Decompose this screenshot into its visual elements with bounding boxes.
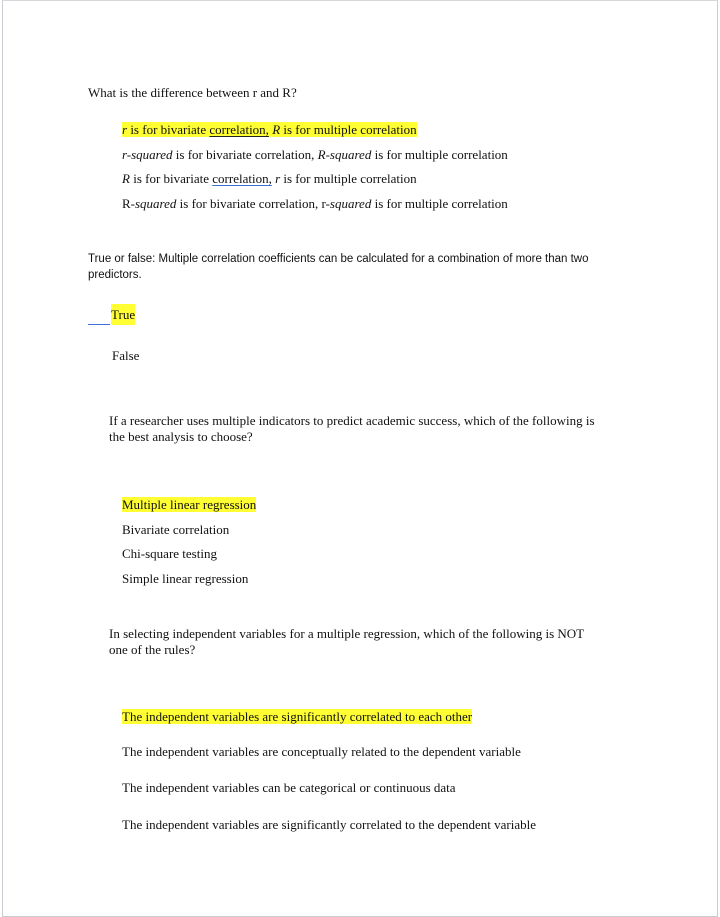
q4-option-4[interactable]: The independent variables are significantly correlated to the dependent variable (122, 817, 537, 832)
document-page (2, 0, 718, 917)
q3-option-3[interactable]: Chi-square testing (122, 546, 217, 561)
q2-option-false[interactable]: False (112, 348, 140, 363)
q1-option-4[interactable]: R-squared is for bivariate correlation, r-squared is for multiple correlation (122, 196, 508, 211)
q4-option-3[interactable]: The independent variables can be categorical or continuous data (122, 780, 456, 795)
q3-question-line2: the best analysis to choose? (109, 429, 253, 444)
q1-option-2[interactable]: r-squared is for bivariate correlation, R-squared is for multiple correlation (122, 147, 508, 162)
q4-question-line1: In selecting independent variables for a multiple regression, which of the following is NOT (109, 626, 585, 641)
q2-question-line1: True or false: Multiple correlation coefficients can be calculated for a combination of more than two (88, 253, 589, 265)
q1-option-1[interactable]: r is for bivariate correlation, R is for multiple correlation (122, 122, 417, 137)
q4-question-line2: one of the rules? (109, 642, 196, 657)
q1-option-3[interactable]: R is for bivariate correlation, r is for multiple correlation (122, 171, 417, 186)
q1-question: What is the difference between r and R? (88, 85, 297, 100)
answer-blank (88, 312, 110, 325)
q2-option-true[interactable]: True (88, 307, 135, 325)
q4-option-1[interactable]: The independent variables are significantly correlated to each other (122, 709, 473, 724)
q3-option-2[interactable]: Bivariate correlation (122, 522, 230, 537)
q4-option-2[interactable]: The independent variables are conceptually related to the dependent variable (122, 744, 521, 759)
q3-option-4[interactable]: Simple linear regression (122, 571, 249, 586)
q2-question-line2: predictors. (88, 269, 142, 281)
q3-option-1[interactable]: Multiple linear regression (122, 497, 257, 512)
q3-question-line1: If a researcher uses multiple indicators to predict academic success, which of the following is (109, 413, 595, 428)
